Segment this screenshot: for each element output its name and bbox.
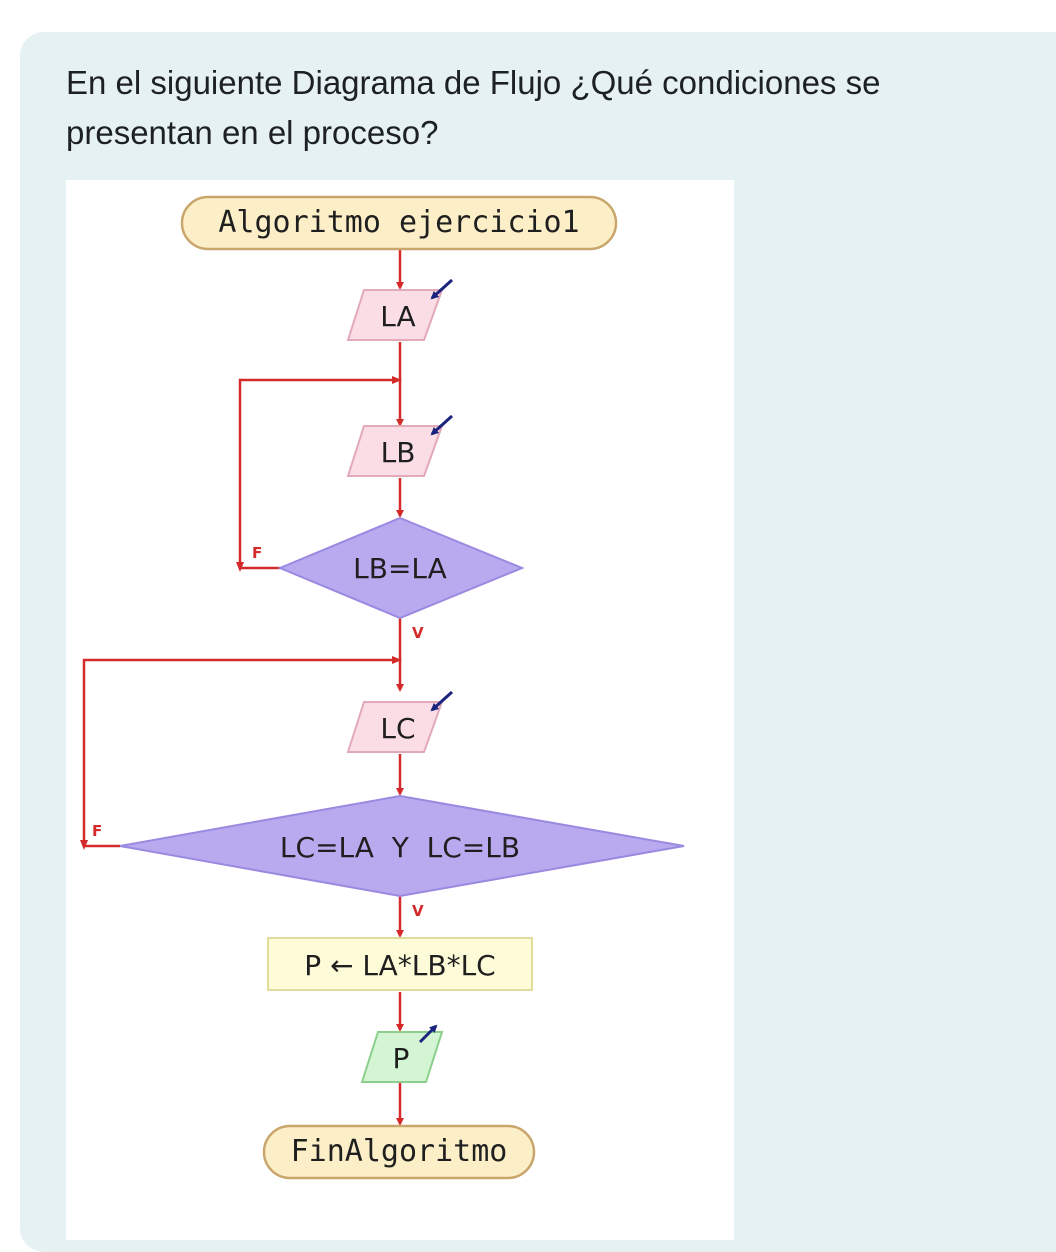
decision-2-true-label: V: [412, 902, 424, 920]
end-label: FinAlgoritmo: [290, 1134, 508, 1169]
process-box: [268, 938, 532, 990]
decision-1-false-label: F: [252, 544, 263, 562]
decision-1: [252, 518, 522, 642]
start-label: Algoritmo ejercicio1: [218, 205, 580, 240]
input-la: [348, 280, 452, 340]
flowchart-diagram: [66, 180, 734, 1240]
decision-2-label: LC=LA Y LC=LB: [279, 831, 521, 864]
end-terminal: [264, 1126, 534, 1178]
input-lc: [348, 692, 452, 752]
output-p: [362, 1026, 442, 1082]
question-text: [66, 58, 966, 158]
question-line-1: En el siguiente Diagrama de Flujo ¿Qué condiciones se: [66, 64, 881, 101]
question-line-2: presentan en el proceso?: [66, 114, 439, 151]
input-lb-label: LB: [380, 436, 416, 469]
process-label: P ← LA*LB*LC: [304, 949, 496, 982]
decision-1-label: LB=LA: [353, 552, 447, 585]
output-p-label: P: [392, 1042, 410, 1075]
decision-2: [92, 796, 684, 920]
decision-1-true-label: V: [412, 624, 424, 642]
input-lc-label: LC: [380, 712, 416, 745]
start-terminal: [182, 197, 616, 249]
flow-connectors: [84, 250, 400, 1124]
input-la-label: LA: [380, 300, 416, 333]
flowchart-image: [66, 180, 734, 1240]
input-lb: [348, 416, 452, 476]
decision-2-false-label: F: [92, 822, 103, 840]
